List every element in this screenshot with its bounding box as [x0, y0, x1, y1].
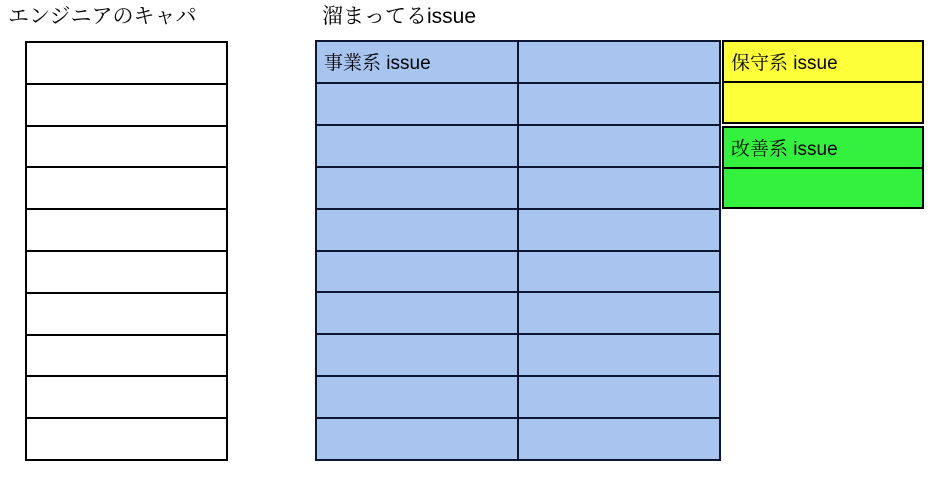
maintenance-issues-table — [722, 40, 924, 124]
capacity-cell — [26, 293, 227, 335]
business-issue-cell — [518, 251, 720, 293]
business-issue-cell — [518, 167, 720, 209]
business-issue-cell — [316, 334, 518, 376]
capacity-cell — [26, 335, 227, 377]
maintenance-issue-cell: 保守系 issue — [723, 41, 923, 82]
business-issue-cell — [316, 418, 518, 460]
capacity-cell — [26, 84, 227, 126]
business-issues-table — [315, 40, 721, 461]
business-issue-cell — [518, 125, 720, 167]
business-issue-cell — [316, 83, 518, 125]
business-issue-cell — [518, 41, 720, 83]
business-issue-cell — [518, 334, 720, 376]
capacity-cell — [26, 126, 227, 168]
business-issue-cell — [518, 292, 720, 334]
business-issue-cell — [518, 376, 720, 418]
business-issue-cell — [316, 292, 518, 334]
improvement-issues-table — [722, 126, 924, 209]
capacity-cell — [26, 251, 227, 293]
capacity-table — [25, 41, 228, 461]
capacity-cell — [26, 42, 227, 84]
capacity-cell — [26, 376, 227, 418]
business-issue-cell — [316, 209, 518, 251]
capacity-title: エンジニアのキャパ — [8, 5, 197, 28]
business-issue-cell — [316, 251, 518, 293]
business-issue-cell — [518, 418, 720, 460]
improvement-issue-cell: 改善系 issue — [723, 127, 923, 168]
business-issue-cell — [316, 376, 518, 418]
improvement-issue-cell — [723, 168, 923, 209]
business-issue-cell — [316, 167, 518, 209]
capacity-cell — [26, 167, 227, 209]
maintenance-issue-cell — [723, 82, 923, 123]
business-issue-cell: 事業系 issue — [316, 41, 518, 83]
issues-title: 溜まってるissue — [322, 5, 477, 28]
capacity-cell — [26, 209, 227, 251]
business-issue-cell — [316, 125, 518, 167]
capacity-cell — [26, 418, 227, 460]
business-issue-cell — [518, 209, 720, 251]
business-issue-cell — [518, 83, 720, 125]
